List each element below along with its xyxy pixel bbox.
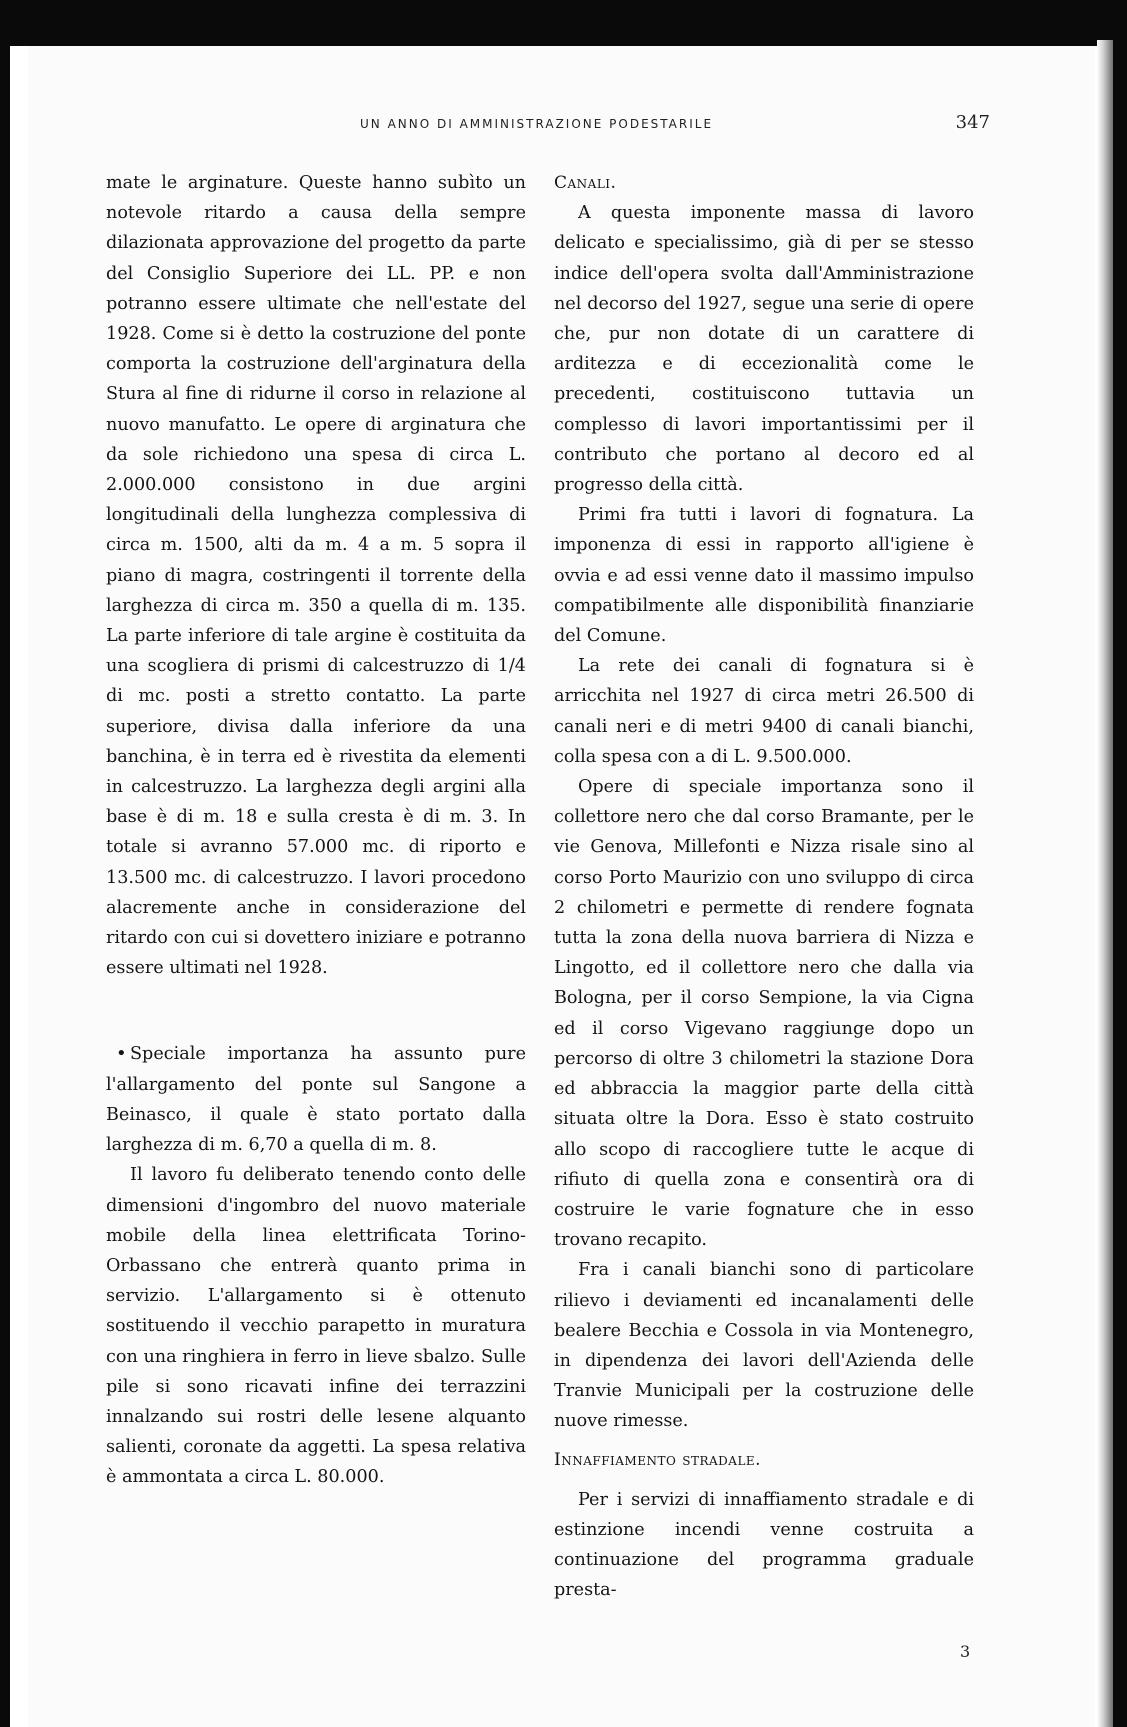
- running-title: UN ANNO DI AMMINISTRAZIONE PODESTARILE: [360, 117, 714, 131]
- right-paragraph-2: Primi fra tutti i lavori di fognatura. La imponenza di essi in rapporto all'igiene è ovvia e ad essi venne dato il massimo impulso compatibilmente alle disponibilità finanziarie del Comune.: [554, 505, 974, 647]
- right-column: [554, 168, 974, 1606]
- right-paragraph-5: Fra i canali bianchi sono di particolare rilievo i deviamenti ed incanalamenti delle bealere Becchia e Cossola in via Montenegro, in dipendenza dei lavori dell'Azienda delle Tranvie Municipali per la costruzione delle nuove rimesse.: [554, 1260, 974, 1432]
- scan-border-top: [0, 0, 1127, 46]
- left-paragraph-1: mate le arginature. Queste hanno subìto un notevole ritardo a causa della sempre dilazionata approvazione del progetto da parte del Consiglio Superiore dei LL. PP. e non potranno essere ultimate che nell'estate del 1928. Come si è detto la costruzione del ponte comporta la costruzione dell'arginatura della Stura al fine di ridurne il corso in relazione al nuovo manufatto. Le opere di arginatura che da sole richiedono una spesa di circa L. 2.000.000 consistono in due argini longitudinali della lunghezza complessiva di circa m. 1500, alti da m. 4 a m. 5 sopra il piano di magra, costringenti il torrente della larghezza di circa m. 350 a quella di m. 135. La parte inferiore di tale argine è costituita da una scogliera di prismi di calcestruzzo di 1/4 di mc. posti a stretto contatto. La parte superiore, divisa dalla inferiore da una banchina, è in terra ed è rivestita da elementi in calcestruzzo. La larghezza degli argini alla base è di m. 18 e sulla cresta è di m. 3. In totale si avranno 57.000 mc. di riporto e 13.500 mc. di calcestruzzo. I lavori procedono alacremente anche in considerazione del ritardo con cui si dovettero iniziare e potranno essere ultimati nel 1928.: [106, 173, 526, 979]
- scan-border-left: [0, 0, 10, 1727]
- left-column: [106, 168, 526, 1493]
- page-edge-shadow: [1097, 40, 1113, 1727]
- scan-border-right: [1113, 0, 1127, 1727]
- left-paragraph-3: Il lavoro fu deliberato tenendo conto delle dimensioni d'ingombro del nuovo materiale mobile della linea elettrificata Torino-Orbassano che entrerà quanto prima in servizio. L'allargamento si è ottenuto sostituendo il vecchio parapetto in muratura con una ringhiera in ferro in lieve sbalzo. Sulle pile si sono ricavati infine dei terrazzini innalzando sui rostri delle lesene alquanto salienti, coronate da aggetti. La spesa relativa è ammontata a circa L. 80.000.: [106, 1165, 526, 1488]
- section-heading-canali: Canali.: [554, 173, 617, 193]
- left-paragraph-2-text: Speciale importanza ha assunto pure l'allargamento del ponte sul Sangone a Beinasco, il quale è stato portato dalla larghezza di m. 6,70 a quella di m. 8.: [106, 1044, 526, 1156]
- page-number: 347: [955, 112, 990, 133]
- right-paragraph-1: A questa imponente massa di lavoro delicato e specialissimo, già di per se stesso indice dell'opera svolta dall'Amministrazione nel decorso del 1927, segue una serie di opere che, pur non dotate di un carattere di arditezza e di eccezionalità come le precedenti, costituiscono tuttavia un complesso di lavori importantissimi per il contributo che portano al decoro ed al progresso della città.: [554, 203, 974, 496]
- right-paragraph-3: La rete dei canali di fognatura si è arricchita nel 1927 di circa metri 26.500 di canali neri e di metri 9400 di canali bianchi, colla spesa con a di L. 9.500.000.: [554, 656, 974, 767]
- right-paragraph-4: Opere di speciale importanza sono il collettore nero che dal corso Bramante, per le vie Genova, Millefonti e Nizza risale sino al corso Porto Maurizio con uno sviluppo di circa 2 chilometri e permette di rendere fognata tutta la zona della nuova barriera di Nizza e Lingotto, ed il collettore nero che dalla via Bologna, per il corso Sempione, la via Cigna ed il corso Vigevano raggiunge dopo un percorso di oltre 3 chilometri la stazione Dora ed abbraccia la maggior parte della città situata oltre la Dora. Esso è stato costruito allo scopo di raccogliere tutte le acque di rifiuto di quella zona e consentirà ora di costruire le varie fognature che in esso trovano recapito.: [554, 777, 974, 1251]
- left-paragraph-2: [106, 1039, 526, 1160]
- right-paragraph-6: Per i servizi di innaffiamento stradale e di estinzione incendi venne costruita a continuazione del programma graduale presta-: [554, 1489, 974, 1601]
- section-heading-innaffiamento: Innaffiamento stradale.: [554, 1449, 762, 1470]
- bullet-dot: •: [116, 1043, 127, 1065]
- signature-mark: 3: [960, 1642, 971, 1661]
